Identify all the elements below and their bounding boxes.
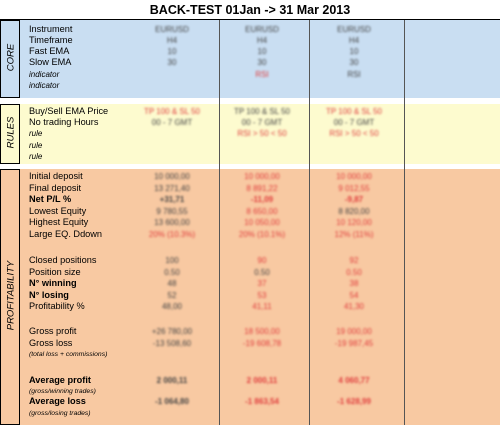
row-label: Buy/Sell EMA Price <box>29 106 109 116</box>
row-label: Timeframe <box>29 35 73 45</box>
cell-value: 12% (11%) <box>334 230 374 239</box>
cell-value: 00 - 7 GMT <box>241 118 283 127</box>
core-label: CORE <box>5 43 17 72</box>
cell-value: 92 <box>349 256 359 265</box>
sheet-title: BACK-TEST 01Jan -> 31 Mar 2013 <box>0 1 500 20</box>
cell-value: 8 820,00 <box>338 207 370 216</box>
row-label: Lowest Equity <box>29 206 87 216</box>
cell-value: 00 - 7 GMT <box>151 118 193 127</box>
cell-value: 8 891,22 <box>246 184 278 193</box>
row-label: Final deposit <box>29 183 82 193</box>
row-label: Profitability % <box>29 301 85 311</box>
cell-value: H4 <box>348 36 360 45</box>
cell-value: 10 000,00 <box>244 172 280 181</box>
cell-value: 2 000,11 <box>156 376 188 385</box>
row-label: Gross loss <box>29 338 73 348</box>
cell-value: 4 060,77 <box>338 376 370 385</box>
cell-value: H4 <box>166 36 178 45</box>
cell-value: 37 <box>257 279 267 288</box>
row-label: Closed positions <box>29 255 97 265</box>
cell-value: 10 000,00 <box>336 172 372 181</box>
cell-value: 10 <box>349 47 359 56</box>
cell-value: -1 628,99 <box>337 397 371 406</box>
cell-value: TP 100 & SL 50 <box>325 107 383 116</box>
column-divider <box>404 20 405 425</box>
cell-value: -1 863,54 <box>245 397 279 406</box>
cell-value: -13 508,60 <box>152 339 192 348</box>
row-label: Net P/L % <box>29 194 72 204</box>
cell-value: TP 100 & SL 50 <box>143 107 201 116</box>
cell-value: 8 650,00 <box>246 207 278 216</box>
cell-value: 0.50 <box>164 268 180 277</box>
row-label: (gross/losing trades) <box>29 410 91 417</box>
cell-value: 48,00 <box>161 302 183 311</box>
row-label: Average loss <box>29 396 86 406</box>
cell-value: 20% (10.3%) <box>148 230 196 239</box>
cell-value: -19 987,45 <box>334 339 374 348</box>
cell-value: +26 780,00 <box>151 327 193 336</box>
rules-label: RULES <box>5 116 17 149</box>
row-label: Position size <box>29 267 81 277</box>
cell-value: 48 <box>167 279 177 288</box>
cell-value: RSI > 50 < 50 <box>237 129 287 138</box>
cell-value: 9 780,55 <box>156 207 188 216</box>
cell-value: 0.50 <box>254 268 270 277</box>
cell-value: 38 <box>349 279 359 288</box>
row-label: indicator <box>29 70 60 79</box>
cell-value: -1 064,80 <box>155 397 189 406</box>
row-label: Large EQ. Ddown <box>29 229 103 239</box>
cell-value: EURUSD <box>155 25 189 34</box>
cell-value: 19 000,00 <box>336 327 372 336</box>
cell-value: RSI <box>255 70 269 79</box>
row-label: (total loss + commissions) <box>29 351 108 358</box>
profitability-label: PROFITABILITY <box>5 260 17 331</box>
row-label: No trading Hours <box>29 117 99 127</box>
row-label: Instrument <box>29 24 73 34</box>
cell-value: RSI > 50 < 50 <box>329 129 379 138</box>
cell-value: 54 <box>349 291 359 300</box>
cell-value: 10 000,00 <box>154 172 190 181</box>
cell-value: RSI <box>347 70 361 79</box>
row-label: Initial deposit <box>29 171 83 181</box>
row-label: indicator <box>29 81 60 90</box>
cell-value: 18 500,00 <box>244 327 280 336</box>
cell-value: 10 050,00 <box>244 218 280 227</box>
cell-value: 30 <box>349 58 359 67</box>
cell-value: H4 <box>256 36 268 45</box>
cell-value: 20% (10.1%) <box>238 230 286 239</box>
cell-value: 2 000,11 <box>246 376 278 385</box>
cell-value: TP 100 & SL 50 <box>233 107 291 116</box>
rules-sidebar <box>0 104 20 164</box>
row-label: Average profit <box>29 375 91 385</box>
cell-value: 9 012,55 <box>338 184 370 193</box>
cell-value: -19 608,78 <box>242 339 282 348</box>
cell-value: 00 - 7 GMT <box>333 118 375 127</box>
cell-value: EURUSD <box>337 25 371 34</box>
cell-value: 13 271,40 <box>154 184 190 193</box>
cell-value: 30 <box>257 58 267 67</box>
row-label: Highest Equity <box>29 217 89 227</box>
cell-value: 30 <box>167 58 177 67</box>
column-divider <box>309 20 310 425</box>
cell-value: -11,09 <box>250 195 274 204</box>
profitability-sidebar <box>0 169 20 425</box>
cell-value: EURUSD <box>245 25 279 34</box>
cell-value: 53 <box>257 291 267 300</box>
row-label: Slow EMA <box>29 57 72 67</box>
cell-value: 10 120,00 <box>336 218 372 227</box>
row-label: Fast EMA <box>29 46 70 56</box>
cell-value: -9,87 <box>344 195 364 204</box>
row-label: rule <box>29 141 43 150</box>
cell-value: 10 <box>257 47 267 56</box>
cell-value: 52 <box>167 291 177 300</box>
cell-value: 41,30 <box>343 302 365 311</box>
cell-value: +31,71 <box>159 195 185 204</box>
column-divider <box>219 20 220 425</box>
cell-value: 0.50 <box>346 268 362 277</box>
core-sidebar <box>0 20 20 98</box>
cell-value: 90 <box>257 256 267 265</box>
row-label: N° winning <box>29 278 77 288</box>
row-label: Gross profit <box>29 326 77 336</box>
cell-value: 10 <box>167 47 177 56</box>
cell-value: 41,11 <box>252 302 272 311</box>
cell-value: 100 <box>165 256 179 265</box>
row-label: (gross/winning trades) <box>29 388 96 395</box>
row-label: rule <box>29 129 43 138</box>
row-label: N° losing <box>29 290 69 300</box>
cell-value: 13 600,00 <box>154 218 190 227</box>
row-label: rule <box>29 152 43 161</box>
